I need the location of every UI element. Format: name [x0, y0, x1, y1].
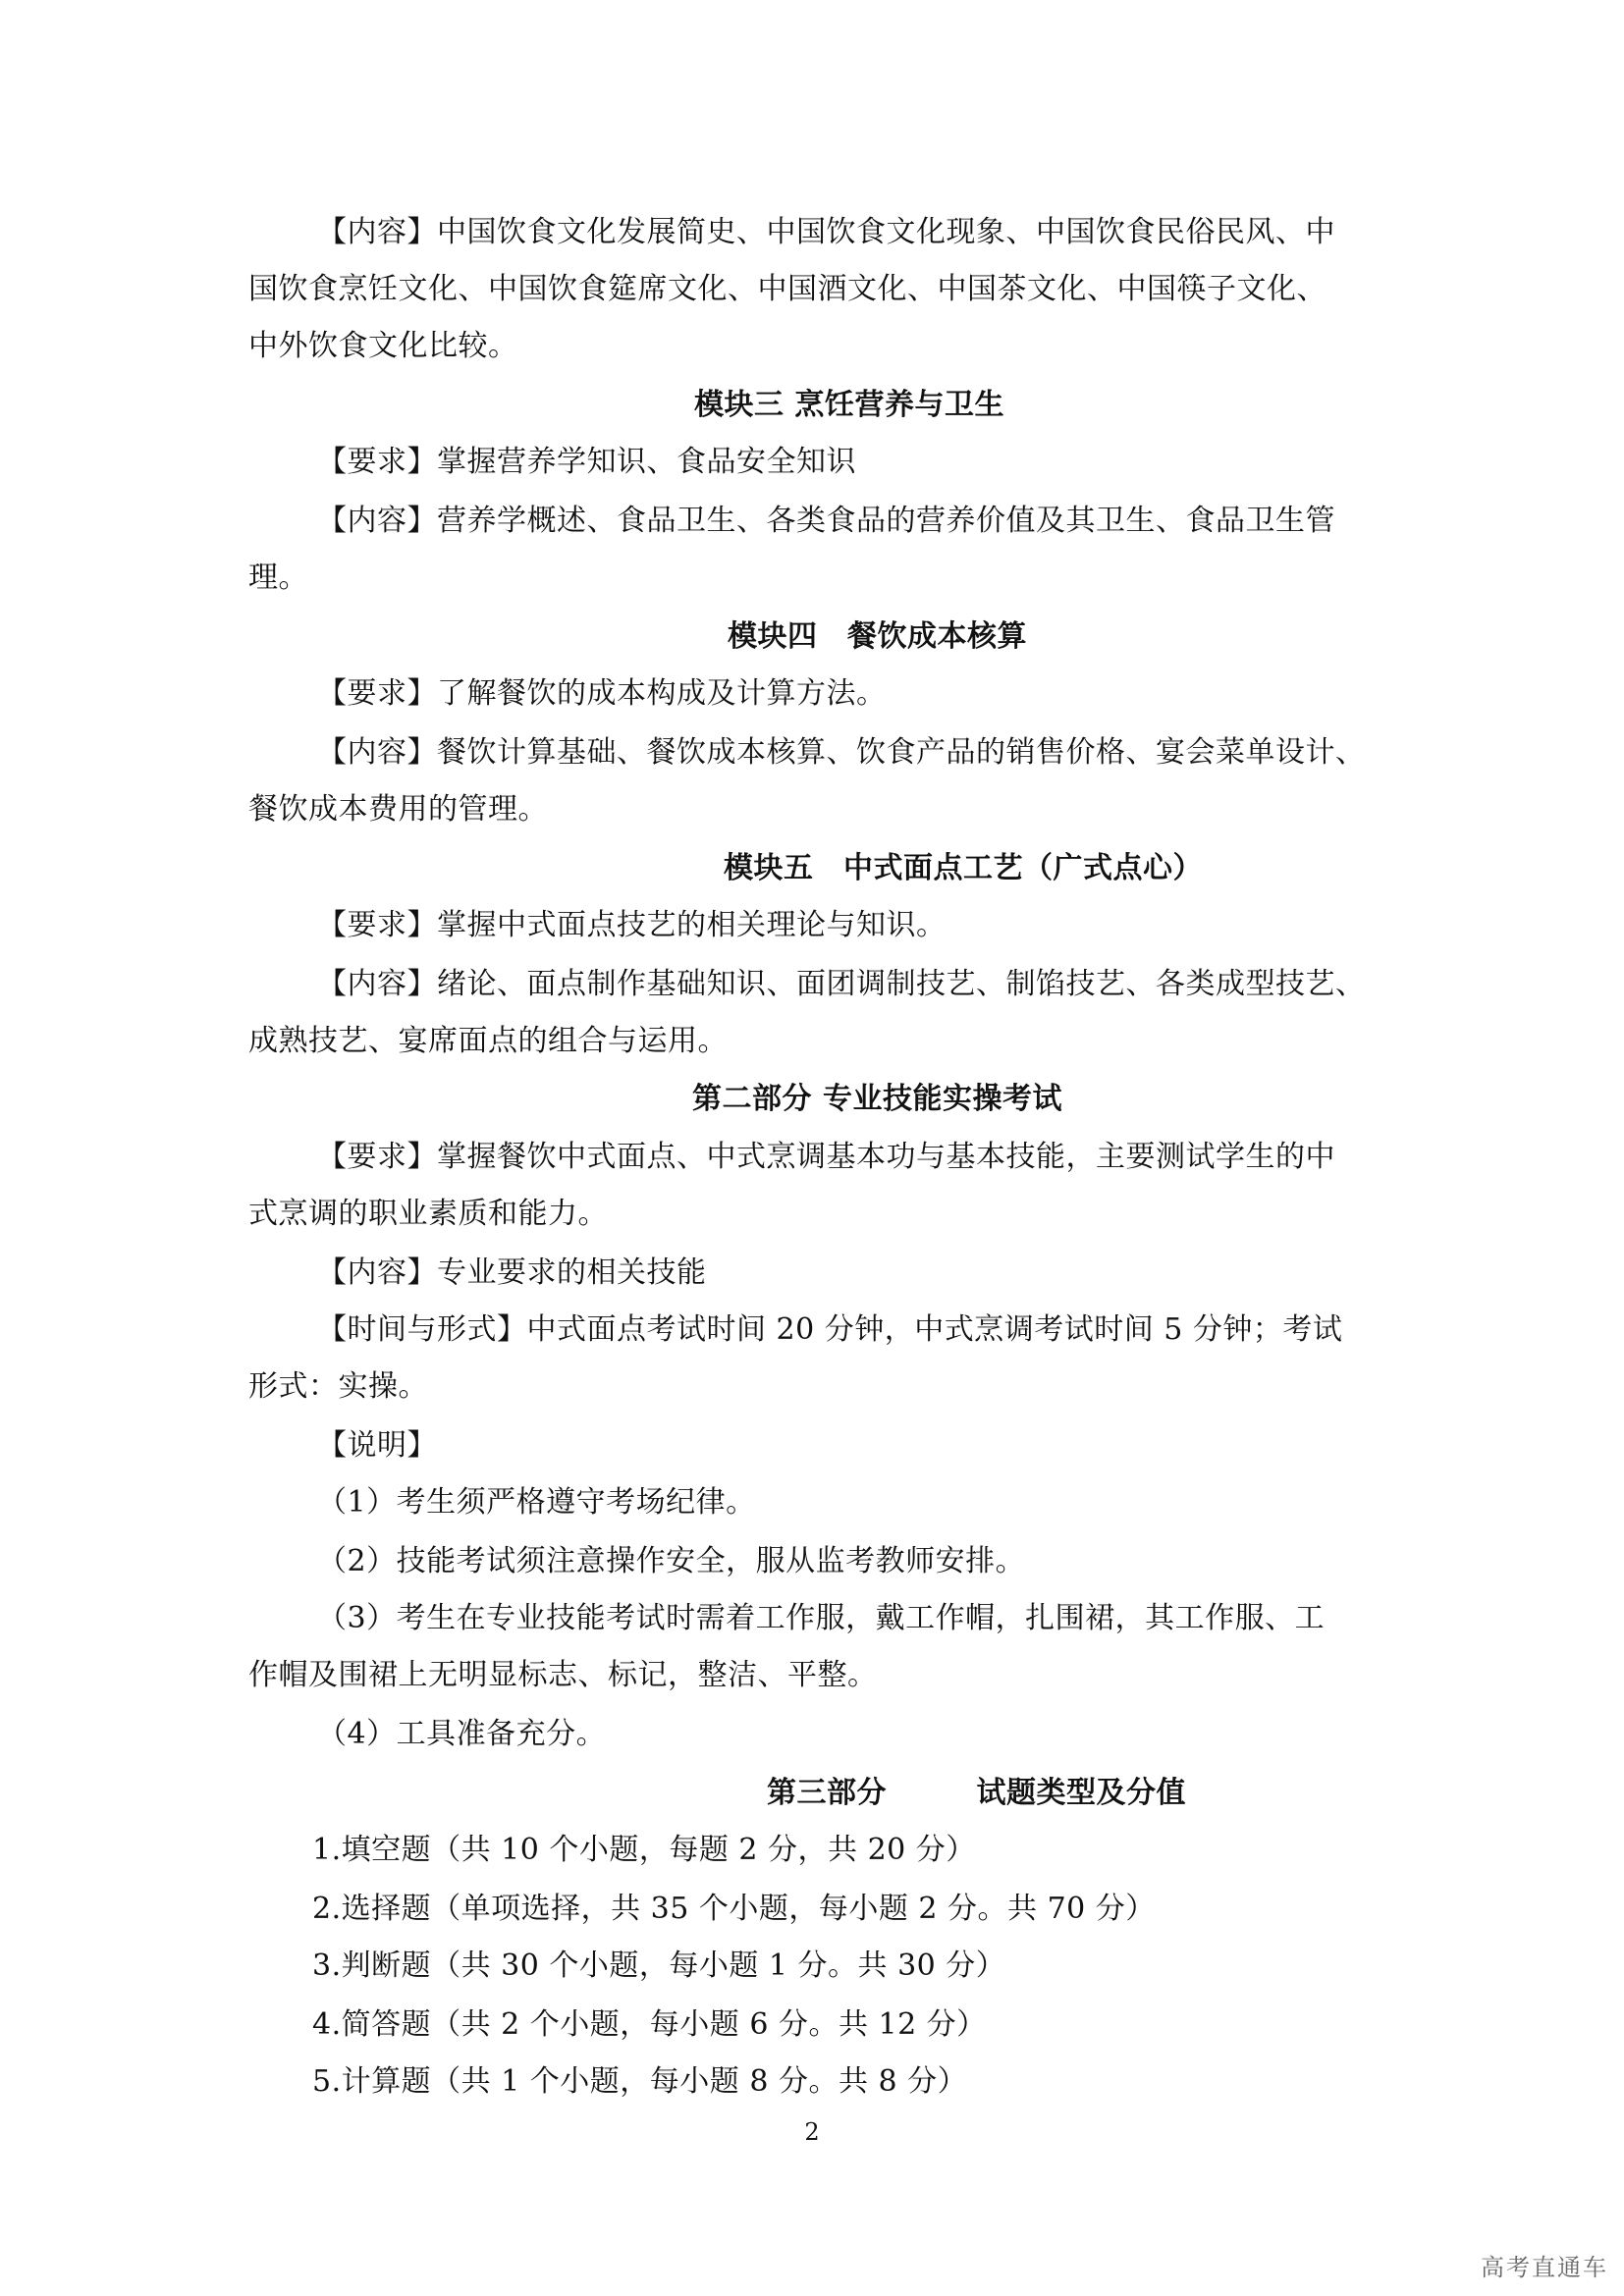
line-text: 模块四 餐饮成本核算	[728, 619, 1027, 654]
line-text: 【要求】了解餐饮的成本构成及计算方法。	[317, 676, 887, 711]
section-heading	[0, 608, 1624, 667]
section-heading	[0, 839, 1624, 898]
line-text: 【内容】餐饮计算基础、餐饮成本核算、饮食产品的销售价格、宴会菜单设计、	[317, 735, 1366, 770]
text-line	[0, 549, 1624, 608]
text-line	[0, 260, 1624, 319]
line-text: 【要求】掌握中式面点技艺的相关理论与知识。	[317, 908, 947, 942]
line-text: 1.填空题（共 10 个小题，每题 2 分，共 20 分）	[312, 1833, 976, 1867]
text-line	[0, 955, 1624, 1014]
text-line	[0, 1996, 1624, 2055]
text-line	[0, 1532, 1624, 1591]
line-text: （1）考生须严格遵守考场纪律。	[317, 1485, 756, 1520]
text-line	[0, 433, 1624, 492]
text-line	[0, 780, 1624, 839]
text-line	[0, 1705, 1624, 1764]
text-line	[0, 1416, 1624, 1475]
watermark: 高考直通车	[1481, 2254, 1608, 2281]
line-text: 第三部分 试题类型及分值	[767, 1776, 1186, 1810]
line-text: 【内容】营养学概述、食品卫生、各类食品的营养价值及其卫生、食品卫生管	[317, 504, 1335, 538]
line-text: 5.计算题（共 1 个小题，每小题 8 分。共 8 分）	[312, 2064, 968, 2099]
line-text: （4）工具准备充分。	[317, 1717, 607, 1751]
text-line	[0, 896, 1624, 955]
text-line	[0, 1358, 1624, 1416]
text-line	[0, 1012, 1624, 1071]
text-line	[0, 1821, 1624, 1880]
line-text: 3.判断题（共 30 个小题，每小题 1 分。共 30 分）	[312, 1949, 1006, 1983]
line-text: 作帽及围裙上无明显标志、标记，整洁、平整。	[248, 1658, 878, 1692]
line-text: 4.简答题（共 2 个小题，每小题 6 分。共 12 分）	[312, 2007, 987, 2042]
text-line	[0, 1589, 1624, 1648]
line-text: 【要求】掌握营养学知识、食品安全知识	[317, 445, 856, 479]
text-line	[0, 723, 1624, 782]
line-text: 成熟技艺、宴席面点的组合与运用。	[248, 1024, 728, 1058]
section-heading	[0, 376, 1624, 435]
text-line	[0, 1244, 1624, 1303]
line-text: 形式：实操。	[248, 1369, 428, 1404]
text-line	[0, 1880, 1624, 1939]
line-text: 中外饮食文化比较。	[248, 329, 518, 363]
line-text: （2）技能考试须注意操作安全，服从监考教师安排。	[317, 1544, 1026, 1578]
line-text: 餐饮成本费用的管理。	[248, 792, 548, 827]
section-heading	[0, 1070, 1624, 1129]
page-number: 2	[804, 2118, 820, 2146]
text-line	[0, 1937, 1624, 1996]
line-text: 理。	[248, 561, 308, 595]
text-line	[0, 317, 1624, 376]
line-text: 【内容】绪论、面点制作基础知识、面团调制技艺、制馅技艺、各类成型技艺、	[317, 967, 1366, 1001]
line-text: （3）考生在专业技能考试时需着工作服，戴工作帽，扎围裙，其工作服、工	[317, 1601, 1326, 1635]
line-text: 【时间与形式】中式面点考试时间 20 分钟，中式烹调考试时间 5 分钟；考试	[317, 1312, 1343, 1347]
line-text: 2.选择题（单项选择，共 35 个小题，每小题 2 分。共 70 分）	[312, 1892, 1156, 1926]
line-text: 模块五 中式面点工艺（广式点心）	[724, 851, 1203, 885]
text-line	[0, 1185, 1624, 1244]
text-line	[0, 1301, 1624, 1360]
text-line	[0, 1128, 1624, 1187]
line-text: 模块三 烹饪营养与卫生	[694, 388, 1004, 422]
text-line	[0, 492, 1624, 551]
text-line	[0, 1473, 1624, 1532]
line-text: 【说明】	[317, 1428, 437, 1463]
text-line	[0, 2053, 1624, 2111]
line-text: 国饮食烹饪文化、中国饮食筵席文化、中国酒文化、中国茶文化、中国筷子文化、	[248, 272, 1326, 306]
line-text: 第二部分 专业技能实操考试	[692, 1082, 1062, 1116]
line-text: 式烹调的职业素质和能力。	[248, 1197, 608, 1231]
text-line	[0, 665, 1624, 723]
line-text: 【内容】中国饮食文化发展简史、中国饮食文化现象、中国饮食民俗民风、中	[317, 215, 1335, 249]
line-text: 【内容】专业要求的相关技能	[317, 1255, 707, 1290]
section-heading	[0, 1764, 1624, 1823]
text-line	[0, 203, 1624, 262]
line-text: 【要求】掌握餐饮中式面点、中式烹调基本功与基本技能，主要测试学生的中	[317, 1140, 1335, 1174]
text-line	[0, 1646, 1624, 1705]
